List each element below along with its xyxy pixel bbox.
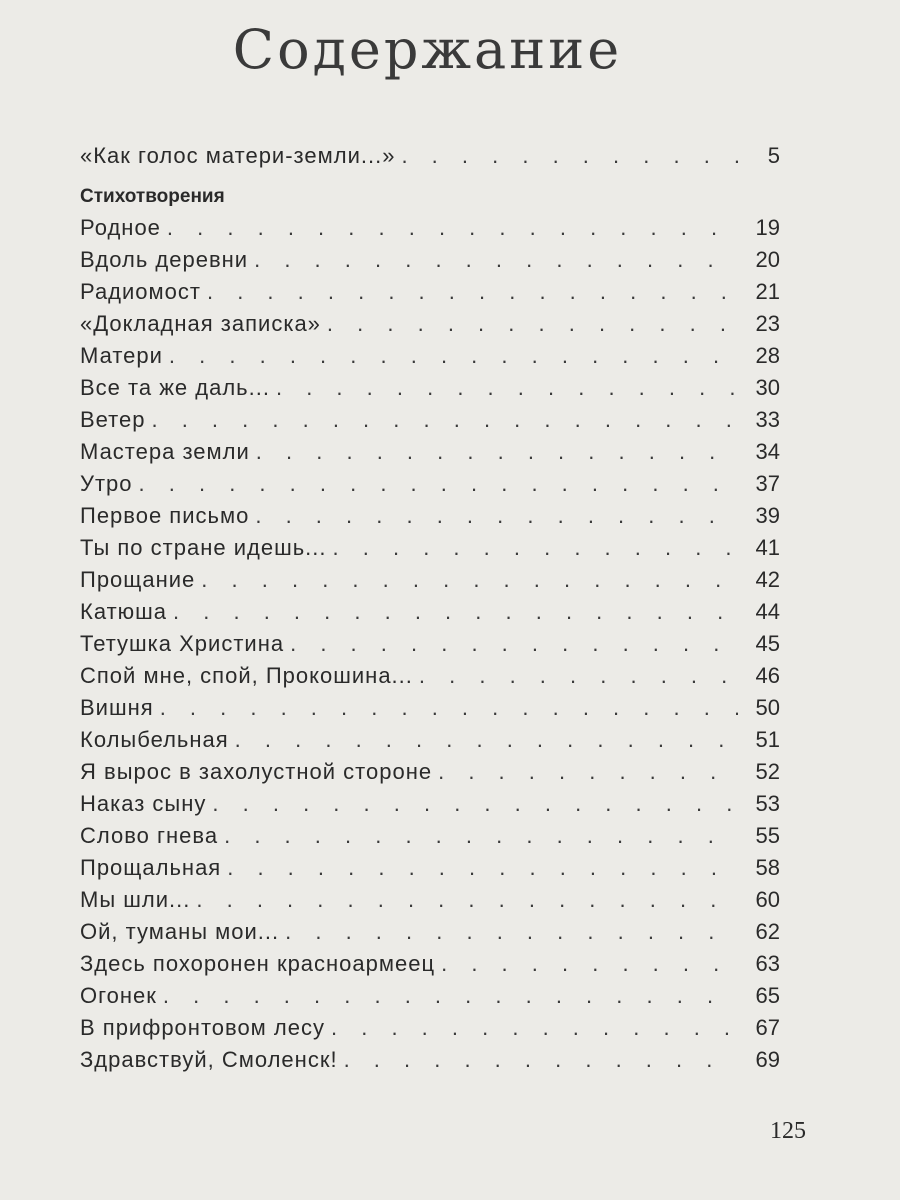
toc-entry-page: 51 xyxy=(755,727,780,752)
toc-entry-page: 60 xyxy=(755,887,780,912)
toc-entry xyxy=(80,244,780,276)
toc-entry xyxy=(80,724,780,756)
dot-leader xyxy=(441,948,738,980)
toc-entry-page: 62 xyxy=(755,919,780,944)
toc-entry-label: Первое письмо xyxy=(80,503,250,528)
dot-leader xyxy=(256,436,738,468)
toc-entry-label: Вишня xyxy=(80,695,154,720)
dot-leader xyxy=(438,756,738,788)
dot-leader xyxy=(401,140,738,172)
toc-entry xyxy=(80,628,780,660)
toc-entry-label: «Как голос матери-земли...» xyxy=(80,143,396,168)
toc-entry-label: Мы шли... xyxy=(80,887,191,912)
toc-entry xyxy=(80,852,780,884)
toc-entry-page: 52 xyxy=(755,759,780,784)
toc-entry-page: 37 xyxy=(755,471,780,496)
toc-entry-page: 46 xyxy=(755,663,780,688)
toc-entry-label: Катюша xyxy=(80,599,168,624)
toc-entry xyxy=(80,1012,780,1044)
toc-entry-label: «Докладная записка» xyxy=(80,311,321,336)
toc-intro-entry xyxy=(80,140,780,172)
toc-entry-label: Ты по стране идешь... xyxy=(80,535,327,560)
toc-entry-label: Прощание xyxy=(80,567,196,592)
dot-leader xyxy=(160,692,738,724)
toc-entry xyxy=(80,436,780,468)
toc-entry-label: Тетушка Христина xyxy=(80,631,285,656)
dot-leader xyxy=(276,372,738,404)
dot-leader xyxy=(255,500,738,532)
toc-entry-label: Спой мне, спой, Прокошина... xyxy=(80,663,413,688)
toc-entry xyxy=(80,756,780,788)
toc-entry xyxy=(80,916,780,948)
dot-leader xyxy=(173,596,738,628)
toc-entry-page: 34 xyxy=(755,439,780,464)
toc-entry xyxy=(80,468,780,500)
toc-entry xyxy=(80,820,780,852)
toc-entry-page: 28 xyxy=(755,343,780,368)
toc-entry-page: 42 xyxy=(755,567,780,592)
toc-entry-label: Колыбельная xyxy=(80,727,229,752)
toc-entry-page: 63 xyxy=(755,951,780,976)
dot-leader xyxy=(333,532,738,564)
toc-entry-page: 69 xyxy=(755,1047,780,1072)
toc-entry xyxy=(80,980,780,1012)
toc-entry-label: В прифронтовом лесу xyxy=(80,1015,325,1040)
section-heading: Стихотворения xyxy=(80,186,225,207)
toc-entry-page: 39 xyxy=(755,503,780,528)
dot-leader xyxy=(285,916,738,948)
toc-entry-page: 21 xyxy=(755,279,780,304)
dot-leader xyxy=(169,340,738,372)
toc-entry xyxy=(80,372,780,404)
dot-leader xyxy=(331,1012,738,1044)
toc-entry-label: Здесь похоронен красноармеец xyxy=(80,951,436,976)
dot-leader xyxy=(227,852,738,884)
table-of-contents xyxy=(80,140,780,1076)
toc-entry xyxy=(80,596,780,628)
toc-entry-label: Здравствуй, Смоленск! xyxy=(80,1047,338,1072)
toc-entry-label: Мастера земли xyxy=(80,439,250,464)
dot-leader xyxy=(207,276,738,308)
dot-leader xyxy=(196,884,738,916)
page-number: 125 xyxy=(770,1118,806,1144)
toc-entry-page: 23 xyxy=(755,311,780,336)
dot-leader xyxy=(344,1044,738,1076)
dot-leader xyxy=(327,308,738,340)
toc-entry-label: Ой, туманы мои... xyxy=(80,919,280,944)
toc-entry xyxy=(80,532,780,564)
toc-entry-page: 5 xyxy=(767,143,780,168)
dot-leader xyxy=(224,820,738,852)
toc-entry xyxy=(80,948,780,980)
toc-entry-label: Радиомост xyxy=(80,279,201,304)
toc-entry xyxy=(80,564,780,596)
toc-entry-label: Наказ сыну xyxy=(80,791,207,816)
toc-entry xyxy=(80,308,780,340)
toc-entry-label: Матери xyxy=(80,343,163,368)
toc-entry-label: Вдоль деревни xyxy=(80,247,249,272)
dot-leader xyxy=(419,660,738,692)
toc-entry-page: 30 xyxy=(755,375,780,400)
dot-leader xyxy=(254,244,738,276)
toc-entry-label: Все та же даль... xyxy=(80,375,270,400)
toc-entry xyxy=(80,660,780,692)
toc-entry-label: Прощальная xyxy=(80,855,222,880)
toc-entry-page: 50 xyxy=(755,695,780,720)
toc-entry-label: Утро xyxy=(80,471,133,496)
dot-leader xyxy=(139,468,738,500)
toc-entry-page: 44 xyxy=(755,599,780,624)
page-title: Содержание xyxy=(232,18,623,81)
toc-entry xyxy=(80,884,780,916)
toc-entry-label: Огонек xyxy=(80,983,157,1008)
dot-leader xyxy=(163,980,738,1012)
toc-entry-label: Родное xyxy=(80,215,161,240)
toc-entry xyxy=(80,276,780,308)
toc-entry xyxy=(80,212,780,244)
toc-entry xyxy=(80,500,780,532)
toc-entries-list xyxy=(80,212,780,1076)
toc-entry xyxy=(80,1044,780,1076)
toc-entry-page: 53 xyxy=(755,791,780,816)
toc-entry-label: Я вырос в захолустной стороне xyxy=(80,759,433,784)
toc-entry-label: Слово гнева xyxy=(80,823,219,848)
dot-leader xyxy=(290,628,738,660)
dot-leader xyxy=(235,724,738,756)
toc-entry-page: 45 xyxy=(755,631,780,656)
toc-entry-page: 19 xyxy=(755,215,780,240)
dot-leader xyxy=(167,212,738,244)
dot-leader xyxy=(212,788,738,820)
toc-entry xyxy=(80,404,780,436)
toc-entry-page: 58 xyxy=(755,855,780,880)
toc-entry-page: 33 xyxy=(755,407,780,432)
toc-entry-label: Ветер xyxy=(80,407,146,432)
toc-entry xyxy=(80,692,780,724)
toc-entry xyxy=(80,788,780,820)
toc-entry xyxy=(80,340,780,372)
toc-entry-page: 20 xyxy=(755,247,780,272)
toc-entry-page: 41 xyxy=(755,535,780,560)
toc-entry-page: 55 xyxy=(755,823,780,848)
toc-entry-page: 67 xyxy=(755,1015,780,1040)
toc-entry-page: 65 xyxy=(755,983,780,1008)
dot-leader xyxy=(151,404,738,436)
dot-leader xyxy=(201,564,738,596)
